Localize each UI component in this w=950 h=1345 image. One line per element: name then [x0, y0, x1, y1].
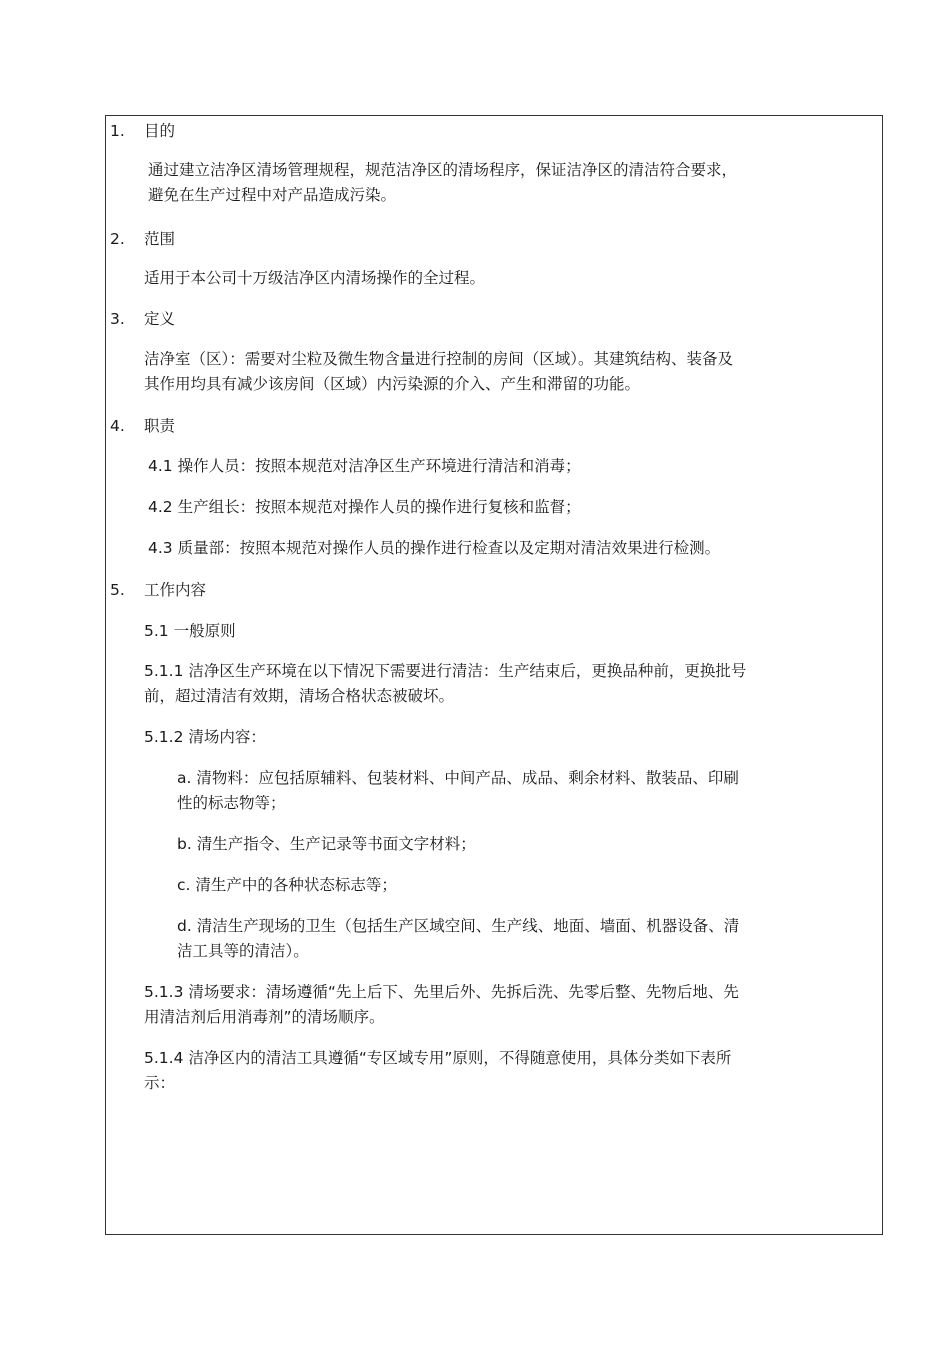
subsection-5-1: 5.1 一般原则 — [144, 622, 236, 640]
section-3-number: 3. — [110, 310, 125, 328]
list-item-d-line-2: 洁工具等的清洁）。 — [177, 942, 309, 960]
list-item-d-line-1: d. 清洁生产现场的卫生（包括生产区域空间、生产线、地面、墙面、机器设备、清 — [177, 917, 740, 935]
list-item-a-line-1: a. 清物料：应包括原辅料、包装材料、中间产品、成品、剩余材料、散装品、印刷 — [177, 769, 739, 787]
list-item-b: b. 清生产指令、生产记录等书面文字材料； — [177, 835, 476, 853]
clause-5-1-1-line-1: 5.1.1 洁净区生产环境在以下情况下需要进行清洁：生产结束后，更换品种前，更换批号 — [144, 662, 747, 680]
section-4-title: 职责 — [144, 417, 176, 435]
duty-item: 4.3 质量部：按照本规范对操作人员的操作进行检查以及定期对清洁效果进行检测。 — [148, 539, 721, 557]
duty-item: 4.1 操作人员：按照本规范对洁净区生产环境进行清洁和消毒； — [148, 457, 581, 475]
purpose-line-1: 通过建立洁净区清场管理规程，规范洁净区的清场程序，保证洁净区的清洁符合要求， — [148, 161, 738, 179]
definition-line-2: 其作用均具有减少该房间（区域）内污染源的介入、产生和滞留的功能。 — [144, 375, 641, 393]
section-4-number: 4. — [110, 417, 125, 435]
purpose-line-2: 避免在生产过程中对产品造成污染。 — [148, 186, 397, 204]
clause-5-1-4-line-1: 5.1.4 洁净区内的清洁工具遵循“专区域专用”原则，不得随意使用，具体分类如下表所 — [144, 1049, 732, 1067]
scope-line-1: 适用于本公司十万级洁净区内清场操作的全过程。 — [144, 269, 486, 287]
clause-5-1-2: 5.1.2 清场内容： — [144, 728, 266, 746]
duty-item: 4.2 生产组长：按照本规范对操作人员的操作进行复核和监督； — [148, 498, 581, 516]
section-2-number: 2. — [110, 230, 125, 248]
section-1-title: 目的 — [144, 122, 176, 140]
section-1-number: 1. — [110, 122, 125, 140]
clause-5-1-1-line-2: 前，超过清洁有效期，清场合格状态被破坏。 — [144, 687, 455, 705]
section-3-title: 定义 — [144, 310, 176, 328]
section-2-title: 范围 — [144, 230, 176, 248]
section-5-title: 工作内容 — [144, 581, 207, 599]
clause-5-1-3-line-1: 5.1.3 清场要求：清场遵循“先上后下、先里后外、先拆后洗、先零后整、先物后地、先 — [144, 983, 739, 1001]
list-item-a-line-2: 性的标志物等； — [177, 794, 286, 812]
clause-5-1-3-line-2: 用清洁剂后用消毒剂”的清场顺序。 — [144, 1008, 385, 1026]
list-item-c: c. 清生产中的各种状态标志等； — [177, 876, 397, 894]
definition-line-1: 洁净室（区）：需要对尘粒及微生物含量进行控制的房间（区域）。其建筑结构、装备及 — [144, 350, 734, 368]
clause-5-1-4-line-2: 示： — [144, 1074, 176, 1092]
section-5-number: 5. — [110, 581, 125, 599]
